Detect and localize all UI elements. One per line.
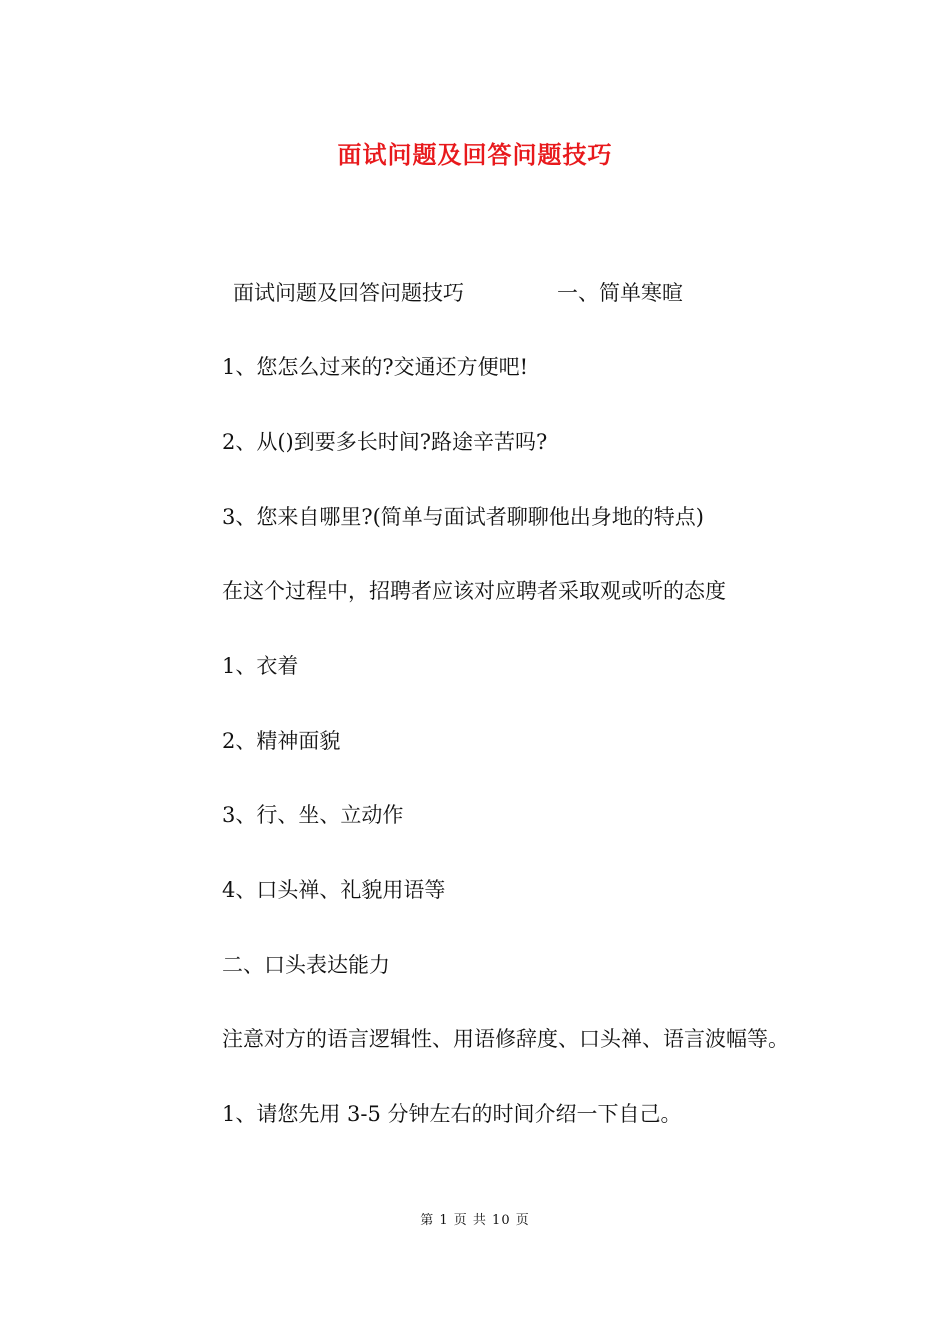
paragraph-line: 2、从()到要多长时间?路途辛苦吗? <box>222 430 548 454</box>
paragraph-line: 1、您怎么过来的?交通还方便吧! <box>222 355 529 379</box>
document-title: 面试问题及回答问题技巧 <box>337 140 613 169</box>
paragraph-line: 注意对方的语言逻辑性、用语修辞度、口头禅、语言波幅等。 <box>222 1027 789 1051</box>
paragraph-line: 3、行、坐、立动作 <box>222 803 404 827</box>
section-heading-speech: 二、口头表达能力 <box>222 953 390 977</box>
page-number-footer: 第 1 页 共 10 页 <box>420 1213 530 1228</box>
paragraph-line: 4、口头禅、礼貌用语等 <box>222 878 446 902</box>
section-heading-greeting: 一、简单寒暄 <box>557 281 683 305</box>
paragraph-line: 2、精神面貌 <box>222 729 341 753</box>
intro-heading: 面试问题及回答问题技巧 <box>233 281 464 305</box>
paragraph-line: 1、衣着 <box>222 654 299 678</box>
paragraph-line: 在这个过程中，招聘者应该对应聘者采取观或听的态度 <box>222 579 726 603</box>
paragraph-line: 1、请您先用 3-5 分钟左右的时间介绍一下自己。 <box>222 1102 682 1126</box>
paragraph-line: 3、您来自哪里?(简单与面试者聊聊他出身地的特点) <box>222 505 705 529</box>
